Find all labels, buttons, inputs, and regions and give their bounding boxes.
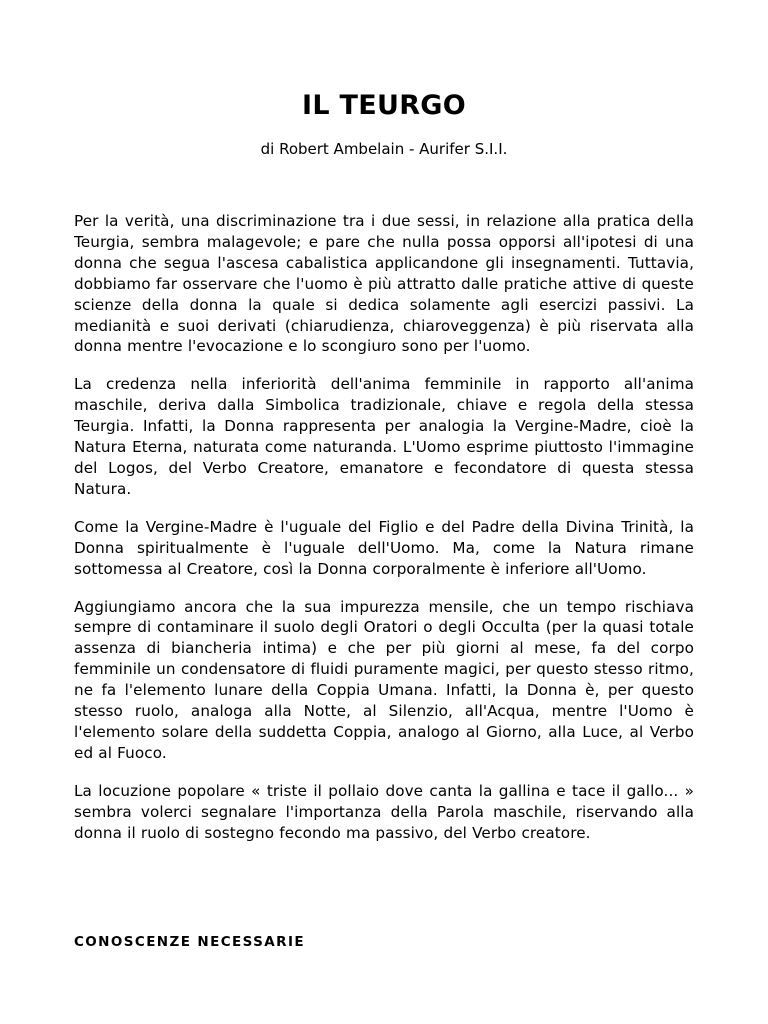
paragraph-5: La locuzione popolare « triste il pollaio dove canta la gallina e tace il gallo... » sembra volerci segnalare l'importanza della Parola maschile, riservando alla donna il ruolo di sostegno fecondo ma passivo, del Verbo creatore. bbox=[74, 781, 694, 842]
document-title: IL TEURGO bbox=[301, 90, 467, 121]
paragraph-4: Aggiungiamo ancora che la sua impurezza mensile, che un tempo rischiava sempre di contaminare il suolo degli Oratori o degli Occulta (per la quasi totale assenza di biancheria intima) e che per più giorni al mese, fa del corpo femminile un condensatore di fluidi puramente magici, per questo stesso ritmo, ne fa l'elemento lunare della Coppia Umana. Infatti, la Donna è, per questo stesso ruolo, analoga alla Notte, al Silenzio, all'Acqua, mentre l'Uomo è l'elemento solare della suddetta Coppia, analogo al Giorno, alla Luce, al Verbo ed al Fuoco. bbox=[74, 597, 694, 762]
paragraph-3: Come la Vergine-Madre è l'uguale del Figlio e del Padre della Divina Trinità, la Donna spiritualmente è l'uguale dell'Uomo. Ma, come la Natura rimane sottomessa al Creatore, così la Donna corporalmente è inferiore all'Uomo. bbox=[74, 517, 694, 578]
section-heading: CONOSCENZE NECESSARIE bbox=[74, 934, 305, 950]
document-author: di Robert Ambelain - Aurifer S.I.I. bbox=[260, 140, 508, 158]
paragraph-1: Per la verità, una discriminazione tra i due sessi, in relazione alla pratica della Teurgia, sembra malagevole; e pare che nulla possa opporsi all'ipotesi di una donna che segua l'ascesa cabalistica applicandone gli insegnamenti. Tuttavia, dobbiamo far osservare che l'uomo è più attratto dalle pratiche attive di queste scienze della donna la quale si dedica solamente agli esercizi passivi. La medianità e suoi derivati (chiarudienza, chiaroveggenza) è più riservata alla donna mentre l'evocazione e lo scongiuro sono per l'uomo. bbox=[74, 212, 694, 356]
paragraph-2: La credenza nella inferiorità dell'anima femminile in rapporto all'anima maschile, deriva dalla Simbolica tradizionale, chiave e regola della stessa Teurgia. Infatti, la Donna rappresenta per analogia la Vergine-Madre, cioè la Natura Eterna, naturata come naturanda. L'Uomo esprime piuttosto l'immagine del Logos, del Verbo Creatore, emanatore e fecondatore di questa stessa Natura. bbox=[74, 375, 694, 498]
document-body bbox=[74, 211, 694, 860]
